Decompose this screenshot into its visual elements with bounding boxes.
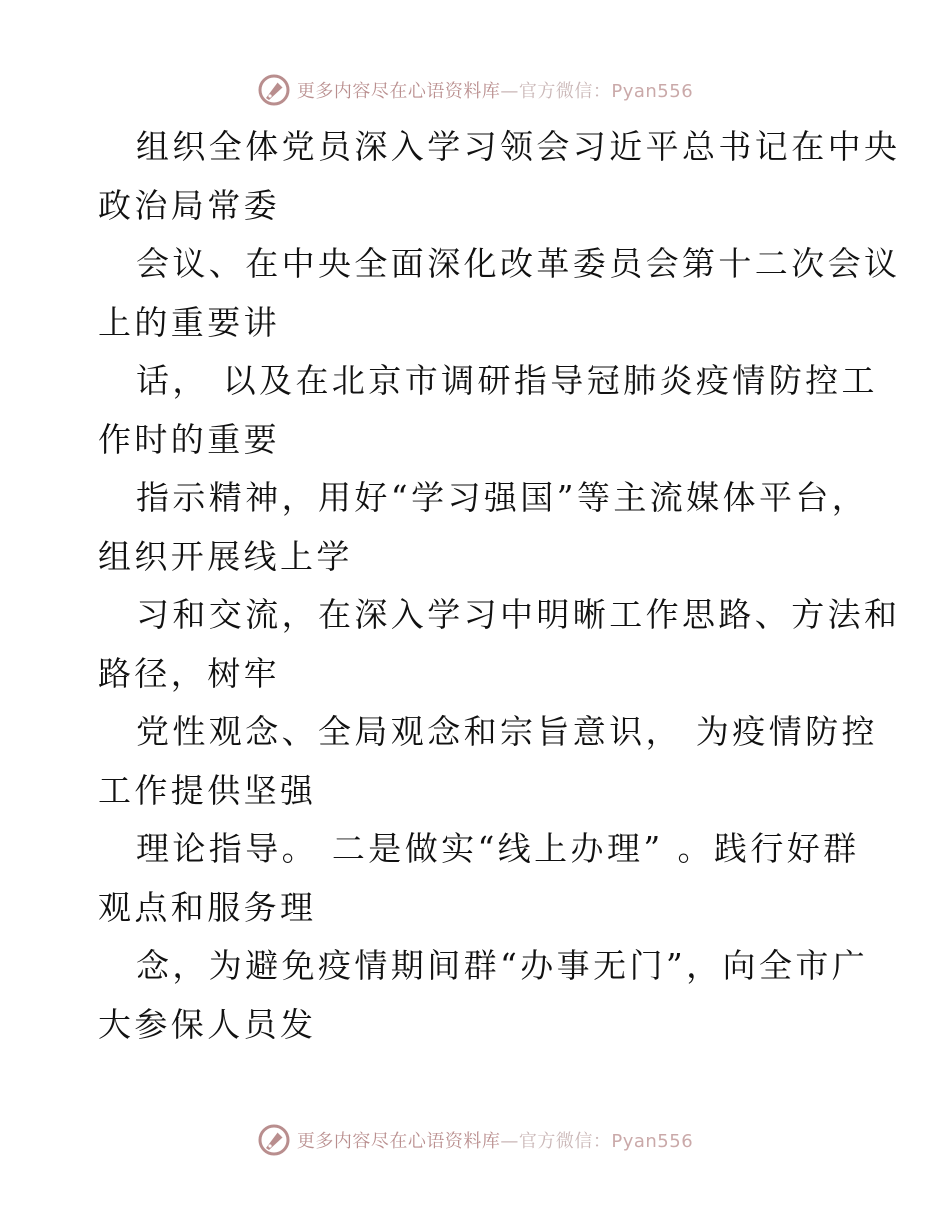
watermark-separator: — <box>500 81 519 102</box>
body-line: 路径，树牢 <box>98 653 280 693</box>
watermark-brand: 更多内容尽在心语资料库 <box>296 1131 501 1152</box>
body-line: 作时的重要 <box>98 419 280 459</box>
body-line: 大参保人员发 <box>98 1004 317 1044</box>
watermark-separator: — <box>500 1131 519 1152</box>
body-line: 念，为避免疫情期间群“办事无门”，向全市广 <box>136 946 869 985</box>
watermark-official: 官方微信： <box>518 1131 612 1152</box>
pen-nib-circle-icon <box>257 73 291 107</box>
watermark-wechat-id: Pyan556 <box>611 1131 694 1152</box>
body-line: 话， 以及在北京市调研指导冠肺炎疫情防控工 <box>136 361 878 400</box>
watermark-wechat-id: Pyan556 <box>611 81 694 102</box>
body-line: 理论指导。 二是做实“线上办理” 。践行好群 <box>136 829 860 868</box>
body-line: 指示精神，用好“学习强国”等主流媒体平台， <box>136 478 869 517</box>
header-watermark <box>0 72 950 108</box>
body-line: 组织全体党员深入学习领会习近平总书记在中央 <box>136 127 901 166</box>
body-line: 工作提供坚强 <box>98 770 317 810</box>
watermark-brand: 更多内容尽在心语资料库 <box>296 81 501 102</box>
body-line: 上的重要讲 <box>98 302 280 342</box>
body-line: 会议、在中央全面深化改革委员会第十二次会议 <box>136 244 901 283</box>
body-line: 党性观念、全局观念和宗旨意识， 为疫情防控 <box>136 712 878 751</box>
body-line: 观点和服务理 <box>98 887 317 927</box>
body-line: 政治局常委 <box>98 185 280 225</box>
footer-watermark <box>0 1122 950 1158</box>
pen-nib-circle-icon <box>257 1123 291 1157</box>
body-line: 组织开展线上学 <box>98 536 353 576</box>
document-body <box>98 118 901 1054</box>
body-line: 习和交流，在深入学习中明晰工作思路、方法和 <box>136 595 901 634</box>
watermark-official: 官方微信： <box>518 81 612 102</box>
